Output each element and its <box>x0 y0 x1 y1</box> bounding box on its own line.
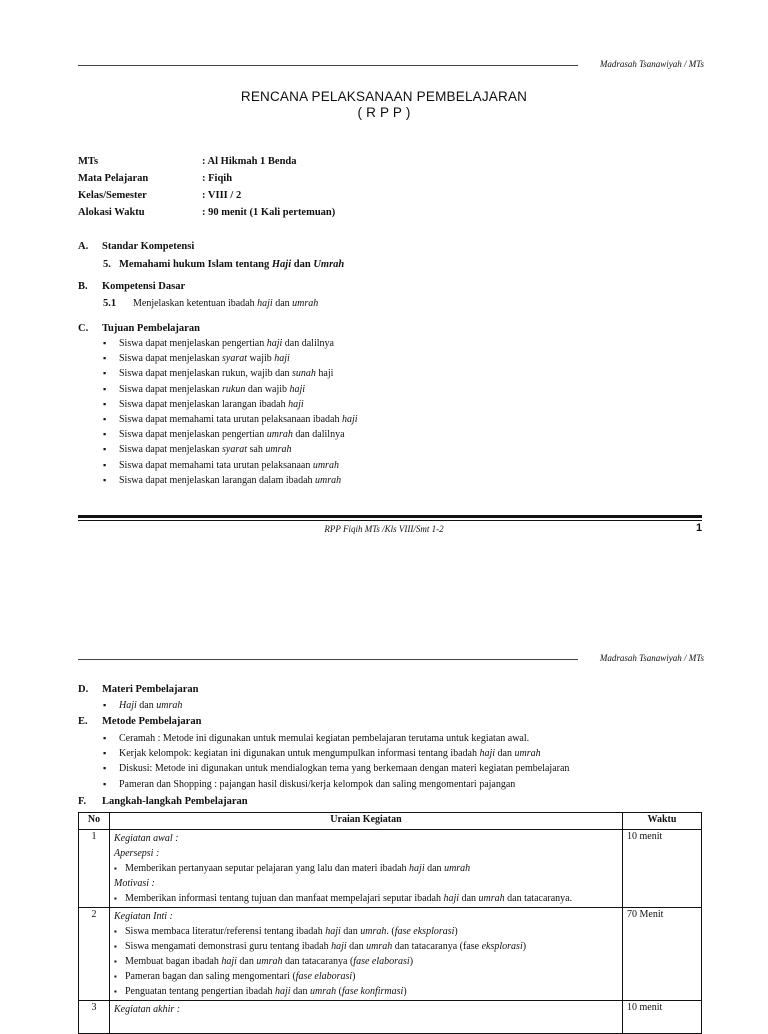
list-item: ▪ Siswa dapat menjelaskan syarat sah umrah <box>103 442 358 457</box>
info-row: Kelas/Semester : VIII / 2 <box>78 190 242 201</box>
document-title: RENCANA PELAKSANAAN PEMBELAJARAN <box>240 89 528 104</box>
info-row: MTs : Al Hikmah 1 Benda <box>78 156 297 167</box>
list-item: ▪ Diskusi: Metode ini digunakan untuk mendialogkan tema yang berkemaan dengan materi kegiatan pembelajaran <box>103 761 569 776</box>
table-row <box>79 908 702 1001</box>
objectives-list <box>103 336 358 488</box>
row-time: 10 menit <box>623 1001 702 1034</box>
row-activities: Kegiatan Inti : ▪ Siswa membaca literatur/referensi tentang ibadah haji dan umrah. (fase eksplorasi) ▪ Siswa mengamati demonstrasi guru tentang ibadah haji dan umrah dan tatacaranya (fase eksplorasi) ▪ Membuat bagan ibadah haji dan umrah dan tatacaranya (fase elaborasi) ▪ Pameran bagan dan saling mengomentari (fase elaborasi) ▪ Penguatan tentang pengertian ibadah haji dan umrah (fase konfirmasi) <box>110 908 623 1001</box>
table-row <box>79 1001 702 1034</box>
section-b-heading: B. Kompetensi Dasar <box>78 281 186 292</box>
header-institution: Madrasah Tsanawiyah / MTs <box>599 59 704 69</box>
table-header-row <box>79 813 702 830</box>
row-time: 10 menit <box>623 830 702 908</box>
header-institution: Madrasah Tsanawiyah / MTs <box>599 653 704 663</box>
list-item: ▪ Siswa dapat menjelaskan rukun dan wajib haji <box>103 382 358 397</box>
list-item: ▪ Siswa dapat menjelaskan syarat wajib haji <box>103 351 358 366</box>
list-item: ▪ Siswa dapat menjelaskan larangan ibadah haji <box>103 397 358 412</box>
list-item: ▪ Pameran dan Shopping : pajangan hasil diskusi/kerja kelompok dan saling mengomentari pajangan <box>103 777 569 792</box>
section-c-heading: C. Tujuan Pembelajaran <box>78 323 200 334</box>
header-rule <box>78 65 578 66</box>
row-activities: Kegiatan akhir : <box>110 1001 623 1034</box>
row-number: 2 <box>79 908 110 1001</box>
footer-rule-thick <box>78 515 702 518</box>
footer-text: RPP Fiqih MTs /Kls VIII/Smt 1-2 <box>324 524 444 534</box>
list-item: ▪ Kerjak kelompok: kegiatan ini digunakan untuk mengumpulkan informasi tentang ibadah haji dan umrah <box>103 746 569 761</box>
document-subtitle: ( R P P ) <box>357 105 411 120</box>
row-number: 3 <box>79 1001 110 1034</box>
standar-kompetensi: 5. Memahami hukum Islam tentang Haji dan Umrah <box>103 259 345 270</box>
list-item: ▪ Siswa dapat memahami tata urutan pelaksanaan ibadah haji <box>103 412 358 427</box>
header-rule <box>78 659 578 660</box>
section-f-heading: F. Langkah-langkah Pembelajaran <box>78 796 248 807</box>
section-a-heading: A. Standar Kompetensi <box>78 241 195 252</box>
list-item: ▪ Siswa dapat menjelaskan pengertian haji dan dalilnya <box>103 336 358 351</box>
page-number: 1 <box>696 522 703 534</box>
section-e-heading: E. Metode Pembelajaran <box>78 716 202 727</box>
materi-list <box>103 698 182 713</box>
learning-steps-table <box>78 812 702 1034</box>
table-row <box>79 830 702 908</box>
section-d-heading: D. Materi Pembelajaran <box>78 684 199 695</box>
list-item: ▪ Siswa dapat menjelaskan pengertian umrah dan dalilnya <box>103 427 358 442</box>
methods-list <box>103 731 569 792</box>
info-row: Alokasi Waktu : 90 menit (1 Kali pertemuan) <box>78 207 336 218</box>
row-activities: Kegiatan awal : Apersepsi : ▪ Memberikan pertanyaan seputar pelajaran yang lalu dan materi ibadah haji dan umrah Motivasi : ▪ Memberikan informasi tentang tujuan dan manfaat mempelajari seputar ibadah haji dan umrah dan tatacaranya. <box>110 830 623 908</box>
column-header-uraian: Uraian Kegiatan <box>110 813 623 830</box>
row-number: 1 <box>79 830 110 908</box>
column-header-waktu: Waktu <box>623 813 702 830</box>
list-item: ▪ Siswa dapat menjelaskan larangan dalam ibadah umrah <box>103 473 358 488</box>
list-item: ▪ Siswa dapat memahami tata urutan pelaksanaan umrah <box>103 458 358 473</box>
list-item: ▪ Ceramah : Metode ini digunakan untuk memulai kegiatan pembelajaran terutama untuk kegiatan awal. <box>103 731 569 746</box>
column-header-no: No <box>79 813 110 830</box>
list-item: ▪ Siswa dapat menjelaskan rukun, wajib dan sunah haji <box>103 366 358 381</box>
footer-rule-thin <box>78 520 702 521</box>
info-row: Mata Pelajaran : Fiqih <box>78 173 233 184</box>
list-item: ▪ Haji dan umrah <box>103 698 182 713</box>
row-time: 70 Menit <box>623 908 702 1001</box>
kompetensi-dasar: 5.1 Menjelaskan ketentuan ibadah haji dan umrah <box>103 298 319 309</box>
